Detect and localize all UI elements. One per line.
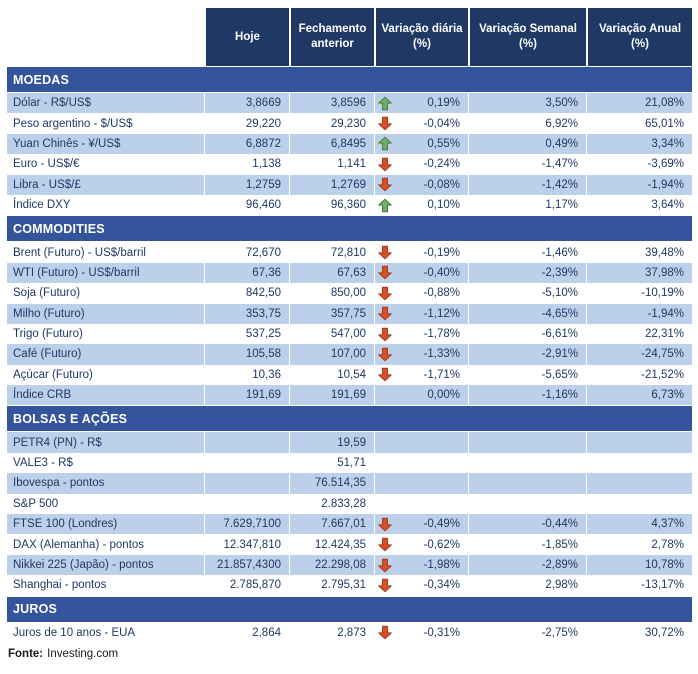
cell-daily-change — [374, 514, 468, 534]
table-row — [7, 283, 692, 303]
cell-annual-change: 3,64% — [586, 195, 692, 215]
cell-daily-change — [374, 93, 468, 113]
instrument-label: Shanghai - pontos — [13, 579, 107, 592]
arrow-down-icon — [377, 366, 393, 383]
cell-weekly-change: -2,91% — [468, 344, 586, 364]
cell-today: 2.785,870 — [204, 575, 289, 595]
daily-change-value: -1,98% — [423, 559, 460, 571]
cell-previous-close: 72,810 — [289, 242, 374, 262]
table-row — [7, 154, 692, 174]
cell-weekly-change: 2,98% — [468, 575, 586, 595]
instrument-label: Libra - US$/£ — [13, 178, 81, 191]
cell-weekly-change: 3,50% — [468, 93, 586, 113]
cell-annual-change: -1,94% — [586, 304, 692, 324]
daily-change-value: 0,10% — [427, 199, 460, 212]
table-row — [7, 242, 692, 262]
market-summary-table — [7, 8, 692, 660]
cell-daily-change — [374, 344, 468, 364]
daily-change-value: -0,34% — [423, 579, 460, 592]
table-row — [7, 324, 692, 344]
cell-today: 353,75 — [204, 304, 289, 324]
table-row — [7, 263, 692, 283]
cell-annual-change: -24,75% — [586, 344, 692, 364]
cell-today — [204, 494, 289, 514]
column-header-row — [7, 8, 692, 66]
cell-weekly-change: -1,16% — [468, 385, 586, 405]
cell-previous-close: 29,230 — [289, 113, 374, 133]
cell-previous-close: 1,2769 — [289, 175, 374, 195]
column-header-fechamento: Fechamento anterior — [289, 8, 374, 66]
cell-weekly-change: -1,42% — [468, 175, 586, 195]
daily-change-value: 0,55% — [427, 137, 460, 150]
instrument-label: Milho (Futuro) — [13, 307, 85, 320]
daily-change-value: -0,49% — [423, 518, 460, 531]
daily-change-value: -1,33% — [423, 348, 460, 361]
daily-change-value: 0,00% — [427, 389, 460, 402]
no-arrow-spacer — [377, 475, 393, 492]
cell-daily-change — [374, 623, 468, 643]
cell-daily-change — [374, 575, 468, 595]
cell-annual-change: 6,73% — [586, 385, 692, 405]
cell-today: 3,8669 — [204, 93, 289, 113]
arrow-down-icon — [377, 115, 393, 132]
cell-weekly-change: -5,65% — [468, 365, 586, 385]
cell-weekly-change: -0,44% — [468, 514, 586, 534]
instrument-label: Índice DXY — [13, 199, 71, 212]
cell-today: 21.857,4300 — [204, 555, 289, 575]
instrument-label: Índice CRB — [13, 389, 72, 402]
arrow-up-icon — [377, 135, 393, 152]
cell-today: 105,58 — [204, 344, 289, 364]
instrument-label: VALE3 - R$ — [13, 457, 73, 470]
arrow-down-icon — [377, 326, 393, 343]
cell-previous-close: 850,00 — [289, 283, 374, 303]
table-row — [7, 344, 692, 364]
cell-previous-close: 67,63 — [289, 263, 374, 283]
section-header-juros: JUROS — [7, 596, 692, 623]
daily-change-value: -1,78% — [423, 328, 460, 341]
cell-weekly-change: -1,47% — [468, 154, 586, 174]
cell-today: 2,864 — [204, 623, 289, 643]
table-row — [7, 534, 692, 554]
arrow-down-icon — [377, 244, 393, 261]
cell-previous-close: 2,873 — [289, 623, 374, 643]
cell-daily-change — [374, 324, 468, 344]
cell-daily-change — [374, 113, 468, 133]
cell-previous-close: 107,00 — [289, 344, 374, 364]
cell-today: 1,2759 — [204, 175, 289, 195]
cell-today: 7.629,7100 — [204, 514, 289, 534]
cell-weekly-change: 1,17% — [468, 195, 586, 215]
cell-previous-close: 76.514,35 — [289, 473, 374, 493]
cell-today: 29,220 — [204, 113, 289, 133]
instrument-label: Yuan Chinês - ¥/US$ — [13, 137, 121, 150]
cell-previous-close: 3,8596 — [289, 93, 374, 113]
cell-previous-close: 10,54 — [289, 365, 374, 385]
daily-change-value: -0,40% — [423, 266, 460, 279]
cell-previous-close: 191,69 — [289, 385, 374, 405]
table-row — [7, 514, 692, 534]
table-row — [7, 365, 692, 385]
cell-today: 67,36 — [204, 263, 289, 283]
daily-change-value: -1,71% — [423, 368, 460, 381]
column-header-variacao-anual: Variação Anual (%) — [586, 8, 692, 66]
daily-change-value: -0,04% — [423, 117, 460, 130]
daily-change-value: -0,31% — [423, 626, 460, 639]
arrow-down-icon — [377, 264, 393, 281]
table-row — [7, 195, 692, 215]
cell-daily-change — [374, 494, 468, 514]
arrow-down-icon — [377, 536, 393, 553]
cell-annual-change: 21,08% — [586, 93, 692, 113]
cell-weekly-change — [468, 432, 586, 452]
arrow-down-icon — [377, 557, 393, 574]
cell-daily-change — [374, 432, 468, 452]
table-row — [7, 555, 692, 575]
cell-weekly-change: -2,75% — [468, 623, 586, 643]
instrument-label: DAX (Alemanha) - pontos — [13, 538, 145, 551]
corner-cell — [7, 8, 204, 66]
cell-annual-change: -1,94% — [586, 175, 692, 195]
cell-weekly-change — [468, 473, 586, 493]
cell-daily-change — [374, 555, 468, 575]
cell-annual-change: 4,37% — [586, 514, 692, 534]
cell-annual-change — [586, 453, 692, 473]
instrument-label: FTSE 100 (Londres) — [13, 518, 118, 531]
table-row — [7, 623, 692, 643]
daily-change-value: -1,12% — [423, 307, 460, 320]
arrow-down-icon — [377, 346, 393, 363]
arrow-down-icon — [377, 577, 393, 594]
cell-weekly-change: -5,10% — [468, 283, 586, 303]
arrow-down-icon — [377, 156, 393, 173]
table-row — [7, 134, 692, 154]
instrument-label: Euro - US$/€ — [13, 158, 80, 171]
cell-previous-close: 22.298,08 — [289, 555, 374, 575]
cell-annual-change: 22,31% — [586, 324, 692, 344]
section-header-commodities: COMMODITIES — [7, 215, 692, 242]
cell-daily-change — [374, 534, 468, 554]
no-arrow-spacer — [377, 387, 393, 404]
cell-today: 842,50 — [204, 283, 289, 303]
cell-previous-close: 6,8495 — [289, 134, 374, 154]
table-body — [7, 66, 692, 643]
cell-previous-close: 12.424,35 — [289, 534, 374, 554]
instrument-label: Nikkei 225 (Japão) - pontos — [13, 559, 154, 571]
cell-weekly-change: -6,61% — [468, 324, 586, 344]
cell-annual-change: -10,19% — [586, 283, 692, 303]
cell-annual-change: 30,72% — [586, 623, 692, 643]
cell-daily-change — [374, 154, 468, 174]
cell-today — [204, 453, 289, 473]
arrow-down-icon — [377, 516, 393, 533]
cell-annual-change: -21,52% — [586, 365, 692, 385]
cell-daily-change — [374, 134, 468, 154]
cell-annual-change: 10,78% — [586, 555, 692, 575]
column-header-variacao-diaria: Variação diária (%) — [374, 8, 468, 66]
source-note — [7, 648, 692, 660]
arrow-down-icon — [377, 624, 393, 641]
daily-change-value: -0,08% — [423, 178, 460, 191]
daily-change-value: -0,19% — [423, 246, 460, 259]
cell-annual-change: -3,69% — [586, 154, 692, 174]
cell-weekly-change: 0,49% — [468, 134, 586, 154]
instrument-label: Dólar - R$/US$ — [13, 97, 91, 110]
section-header-moedas: MOEDAS — [7, 66, 692, 93]
cell-daily-change — [374, 385, 468, 405]
section-header-bolsas-e-a-es: BOLSAS E AÇÕES — [7, 405, 692, 432]
cell-today: 6,8872 — [204, 134, 289, 154]
daily-change-value: 0,19% — [427, 97, 460, 110]
instrument-label: WTI (Futuro) - US$/barril — [13, 266, 140, 279]
instrument-label: Peso argentino - $/US$ — [13, 117, 133, 130]
instrument-label: Ibovespa - pontos — [13, 477, 105, 490]
cell-previous-close: 2.833,28 — [289, 494, 374, 514]
cell-daily-change — [374, 195, 468, 215]
arrow-up-icon — [377, 95, 393, 112]
cell-weekly-change: -1,85% — [468, 534, 586, 554]
column-header-variacao-semanal: Variação Semanal (%) — [468, 8, 586, 66]
instrument-label: S&P 500 — [13, 497, 59, 510]
cell-annual-change: 39,48% — [586, 242, 692, 262]
cell-previous-close: 357,75 — [289, 304, 374, 324]
cell-today: 10,36 — [204, 365, 289, 385]
cell-annual-change — [586, 432, 692, 452]
cell-previous-close: 96,360 — [289, 195, 374, 215]
cell-weekly-change: -2,89% — [468, 555, 586, 575]
cell-annual-change — [586, 473, 692, 493]
source-value: Investing.com — [47, 647, 119, 660]
cell-annual-change: 2,78% — [586, 534, 692, 554]
cell-annual-change: 3,34% — [586, 134, 692, 154]
cell-today — [204, 473, 289, 493]
cell-annual-change: 65,01% — [586, 113, 692, 133]
table-row — [7, 113, 692, 133]
cell-daily-change — [374, 304, 468, 324]
instrument-label: PETR4 (PN) - R$ — [13, 436, 102, 449]
cell-weekly-change — [468, 494, 586, 514]
cell-weekly-change: 6,92% — [468, 113, 586, 133]
arrow-down-icon — [377, 305, 393, 322]
daily-change-value: -0,88% — [423, 287, 460, 300]
cell-today: 1,138 — [204, 154, 289, 174]
cell-daily-change — [374, 263, 468, 283]
cell-today: 191,69 — [204, 385, 289, 405]
source-label: Fonte: — [8, 647, 44, 660]
cell-daily-change — [374, 283, 468, 303]
instrument-label: Trigo (Futuro) — [13, 328, 83, 341]
cell-annual-change: -13,17% — [586, 575, 692, 595]
table-row — [7, 575, 692, 595]
daily-change-value: -0,62% — [423, 538, 460, 551]
table-row — [7, 304, 692, 324]
cell-today: 72,670 — [204, 242, 289, 262]
cell-today: 96,460 — [204, 195, 289, 215]
arrow-up-icon — [377, 197, 393, 214]
cell-today: 12.347,810 — [204, 534, 289, 554]
instrument-label: Soja (Futuro) — [13, 287, 81, 300]
arrow-down-icon — [377, 176, 393, 193]
cell-previous-close: 19,59 — [289, 432, 374, 452]
cell-today — [204, 432, 289, 452]
cell-previous-close: 51,71 — [289, 453, 374, 473]
no-arrow-spacer — [377, 434, 393, 451]
cell-today: 537,25 — [204, 324, 289, 344]
table-row — [7, 93, 692, 113]
table-row — [7, 385, 692, 405]
daily-change-value: -0,24% — [423, 158, 460, 171]
instrument-label: Açúcar (Futuro) — [13, 368, 93, 381]
table-row — [7, 473, 692, 493]
cell-weekly-change — [468, 453, 586, 473]
cell-weekly-change: -4,65% — [468, 304, 586, 324]
cell-previous-close: 7.667,01 — [289, 514, 374, 534]
cell-daily-change — [374, 365, 468, 385]
instrument-label: Café (Futuro) — [13, 348, 82, 361]
column-header-hoje: Hoje — [204, 8, 289, 66]
cell-previous-close: 1,141 — [289, 154, 374, 174]
no-arrow-spacer — [377, 455, 393, 472]
cell-previous-close: 547,00 — [289, 324, 374, 344]
table-row — [7, 453, 692, 473]
table-row — [7, 494, 692, 514]
arrow-down-icon — [377, 285, 393, 302]
cell-previous-close: 2.795,31 — [289, 575, 374, 595]
cell-daily-change — [374, 242, 468, 262]
table-row — [7, 432, 692, 452]
cell-weekly-change: -1,46% — [468, 242, 586, 262]
cell-daily-change — [374, 473, 468, 493]
no-arrow-spacer — [377, 495, 393, 512]
cell-annual-change: 37,98% — [586, 263, 692, 283]
instrument-label: Brent (Futuro) - US$/barril — [13, 246, 146, 259]
cell-annual-change — [586, 494, 692, 514]
cell-daily-change — [374, 175, 468, 195]
instrument-label: Juros de 10 anos - EUA — [13, 626, 136, 639]
cell-daily-change — [374, 453, 468, 473]
cell-weekly-change: -2,39% — [468, 263, 586, 283]
table-row — [7, 175, 692, 195]
